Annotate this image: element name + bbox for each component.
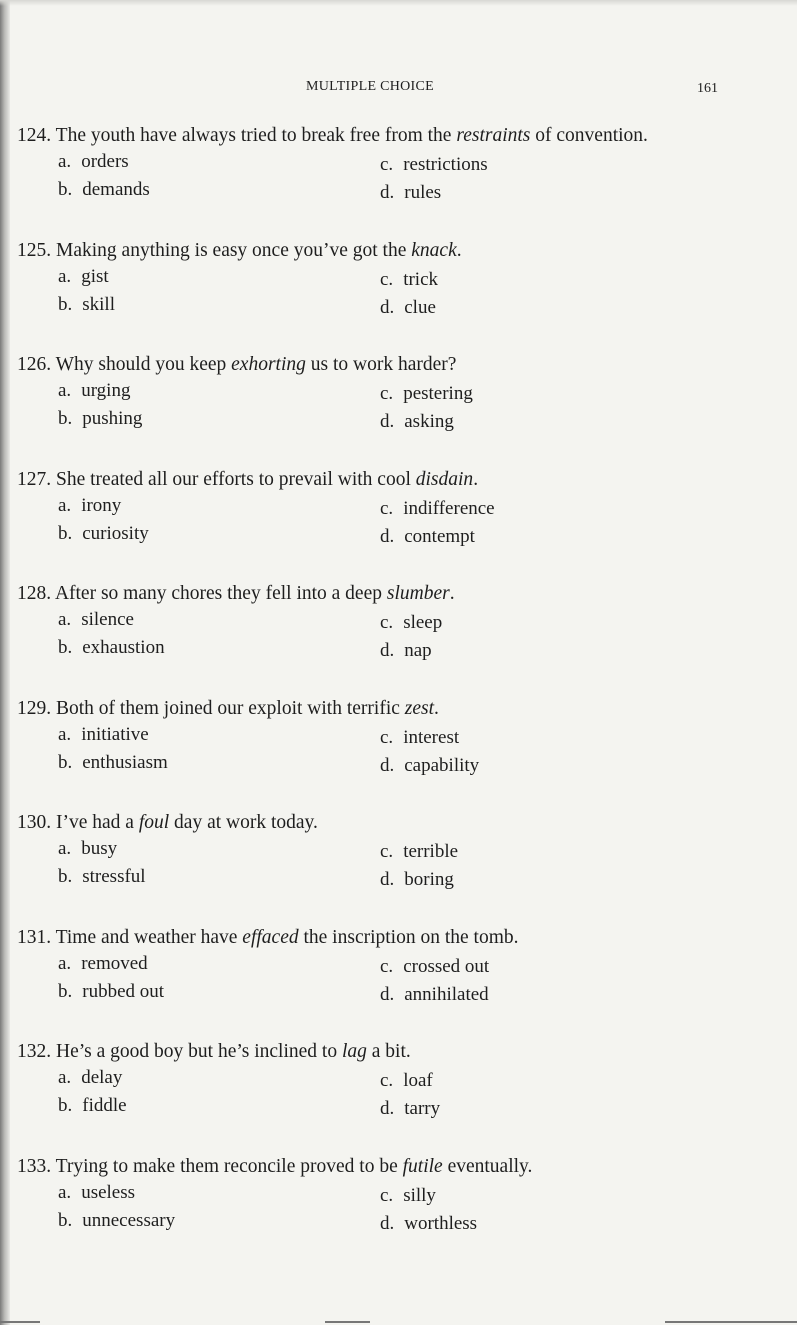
stem-text: .	[434, 697, 439, 719]
option-c	[380, 497, 495, 521]
option-text: pestering	[403, 383, 473, 404]
option-text: demands	[82, 179, 150, 200]
option-d	[380, 1212, 477, 1236]
option-text: silly	[403, 1184, 436, 1206]
option-b	[58, 293, 115, 317]
option-letter: d.	[380, 1212, 395, 1234]
option-letter: a.	[58, 838, 72, 859]
stem-text: .	[473, 468, 479, 490]
option-text: irony	[81, 494, 122, 516]
question-stem	[17, 1038, 737, 1066]
option-letter: d.	[380, 296, 395, 318]
option-text: silence	[81, 609, 134, 630]
keyword: restraints	[456, 125, 531, 146]
page-number: 161	[697, 81, 718, 96]
option-text: clue	[404, 296, 436, 318]
option-text: interest	[403, 726, 460, 748]
option-b	[58, 980, 164, 1004]
question-number: 132.	[17, 1041, 52, 1062]
option-text: urging	[81, 380, 131, 401]
option-text: removed	[81, 952, 148, 974]
option-letter: b.	[58, 522, 73, 544]
option-letter: b.	[58, 980, 73, 1002]
question-stem	[17, 237, 737, 265]
answer-options	[17, 952, 737, 1012]
stem-text: .	[456, 239, 462, 261]
option-text: fiddle	[82, 1095, 127, 1116]
question-127	[17, 466, 737, 581]
keyword: lag	[341, 1041, 367, 1062]
question-stem	[17, 351, 737, 379]
question-stem	[17, 580, 737, 608]
option-d	[380, 410, 454, 434]
option-a	[58, 150, 129, 174]
option-letter: b.	[58, 408, 73, 429]
stem-text: of convention.	[530, 125, 648, 146]
answer-options	[17, 494, 737, 554]
question-128	[17, 580, 737, 695]
question-stem	[17, 466, 737, 494]
option-letter: b.	[58, 637, 73, 658]
stem-text: He’s a good boy but he’s inclined to	[56, 1041, 342, 1062]
option-letter: c.	[380, 955, 394, 977]
keyword: disdain	[415, 468, 474, 490]
option-text: pushing	[82, 408, 143, 429]
option-text: indifference	[403, 497, 495, 519]
option-a	[58, 608, 134, 632]
stem-text: I’ve had a	[56, 812, 139, 833]
option-letter: a.	[58, 265, 72, 287]
question-list	[17, 122, 737, 1267]
stem-text: day at work today.	[169, 812, 318, 833]
option-b	[58, 1094, 127, 1118]
option-c	[380, 840, 458, 864]
question-124	[17, 122, 737, 237]
question-stem	[17, 1153, 737, 1181]
option-d	[380, 983, 489, 1007]
option-letter: a.	[58, 1067, 72, 1088]
option-letter: a.	[58, 723, 72, 745]
option-d	[380, 296, 436, 320]
option-d	[380, 181, 441, 205]
answer-options	[17, 1181, 737, 1241]
option-letter: c.	[380, 612, 394, 633]
option-text: enthusiasm	[82, 751, 168, 773]
option-letter: a.	[58, 380, 72, 401]
option-letter: c.	[380, 1070, 394, 1091]
stem-text: the inscription on the tomb.	[298, 926, 519, 948]
stem-text: a bit.	[366, 1041, 411, 1062]
option-d	[380, 525, 475, 549]
option-text: terrible	[403, 841, 459, 862]
option-letter: a.	[58, 609, 72, 630]
option-letter: d.	[380, 1098, 395, 1119]
question-131	[17, 924, 737, 1039]
option-a	[58, 379, 130, 403]
question-number: 131.	[17, 926, 52, 948]
page-binding-edge	[0, 0, 10, 1325]
answer-options	[17, 265, 737, 325]
scan-edge-mark	[325, 1321, 370, 1323]
option-a	[58, 1181, 135, 1205]
question-129	[17, 695, 737, 810]
option-text: useless	[81, 1181, 136, 1203]
option-d	[380, 868, 454, 892]
question-number: 125.	[17, 239, 52, 261]
answer-options	[17, 608, 737, 668]
option-letter: c.	[380, 1184, 394, 1206]
option-b	[58, 407, 142, 431]
option-letter: c.	[380, 726, 394, 748]
scan-edge-mark	[665, 1321, 797, 1323]
answer-options	[17, 723, 737, 783]
option-a	[58, 723, 149, 747]
keyword: effaced	[242, 926, 299, 948]
option-text: nap	[404, 640, 432, 661]
option-text: curiosity	[82, 522, 149, 544]
keyword: exhorting	[231, 354, 306, 375]
option-b	[58, 751, 168, 775]
option-letter: c.	[380, 268, 394, 290]
option-text: busy	[81, 838, 118, 859]
option-letter: b.	[58, 751, 73, 773]
stem-text: Time and weather have	[55, 926, 243, 948]
option-letter: d.	[380, 754, 395, 776]
option-text: exhaustion	[82, 637, 165, 658]
question-stem	[17, 122, 737, 150]
option-letter: d.	[380, 525, 395, 547]
option-c	[380, 726, 459, 750]
option-d	[380, 1097, 440, 1121]
option-text: initiative	[81, 723, 149, 745]
option-letter: a.	[58, 151, 72, 172]
option-text: contempt	[404, 525, 475, 547]
page-bottom-edge	[0, 1315, 797, 1325]
stem-text: eventually.	[442, 1155, 533, 1177]
option-c	[380, 268, 438, 292]
option-d	[380, 639, 432, 663]
stem-text: .	[449, 583, 455, 604]
question-132	[17, 1038, 737, 1153]
option-text: orders	[81, 151, 129, 172]
keyword: knack	[411, 239, 457, 261]
stem-text: Trying to make them reconcile proved to be	[55, 1155, 403, 1177]
option-letter: a.	[58, 952, 72, 974]
option-text: rules	[404, 182, 442, 203]
option-letter: c.	[380, 497, 394, 519]
stem-text: She treated all our efforts to prevail with cool	[56, 468, 416, 490]
question-number: 126.	[17, 354, 52, 375]
option-letter: d.	[380, 869, 395, 890]
option-text: loaf	[403, 1070, 433, 1091]
option-letter: b.	[58, 1095, 73, 1116]
option-text: boring	[404, 869, 454, 890]
option-letter: d.	[380, 411, 395, 432]
option-c	[380, 382, 473, 406]
question-number: 130.	[17, 812, 52, 833]
keyword: slumber	[386, 583, 450, 604]
question-number: 128.	[17, 583, 52, 604]
question-126	[17, 351, 737, 466]
option-text: asking	[404, 411, 454, 432]
option-text: stressful	[82, 866, 146, 887]
option-text: unnecessary	[82, 1209, 176, 1231]
option-a	[58, 494, 121, 518]
question-number: 129.	[17, 697, 52, 719]
option-letter: d.	[380, 640, 395, 661]
option-letter: a.	[58, 494, 72, 516]
option-text: restrictions	[403, 154, 488, 175]
stem-text: Both of them joined our exploit with terrific	[56, 697, 405, 719]
option-text: worthless	[404, 1212, 478, 1234]
option-text: capability	[404, 754, 480, 776]
option-letter: b.	[58, 866, 73, 887]
option-text: sleep	[403, 612, 443, 633]
option-a	[58, 837, 117, 861]
option-letter: b.	[58, 293, 73, 315]
running-head: MULTIPLE CHOICE	[305, 79, 435, 94]
option-c	[380, 153, 488, 177]
option-text: skill	[82, 293, 115, 315]
stem-text: Why should you keep	[55, 354, 232, 375]
answer-options	[17, 837, 737, 897]
option-letter: c.	[380, 383, 394, 404]
keyword: foul	[138, 812, 170, 833]
option-c	[380, 1184, 436, 1208]
question-133	[17, 1153, 737, 1268]
stem-text: After so many chores they fell into a deep	[54, 583, 387, 604]
option-text: tarry	[404, 1098, 441, 1119]
stem-text: Making anything is easy once you’ve got the	[56, 239, 412, 261]
question-number: 124.	[17, 125, 52, 146]
option-letter: a.	[58, 1181, 72, 1203]
question-125	[17, 237, 737, 352]
answer-options	[17, 150, 737, 210]
option-a	[58, 1066, 122, 1090]
option-text: delay	[81, 1067, 123, 1088]
option-text: trick	[403, 268, 439, 290]
option-b	[58, 636, 165, 660]
option-text: rubbed out	[82, 980, 165, 1002]
question-number: 127.	[17, 468, 52, 490]
option-c	[380, 611, 442, 635]
option-text: crossed out	[403, 955, 490, 977]
option-b	[58, 178, 150, 202]
question-stem	[17, 924, 737, 952]
question-number: 133.	[17, 1155, 52, 1177]
option-c	[380, 955, 489, 979]
page-top-shadow	[0, 0, 797, 6]
option-c	[380, 1069, 433, 1093]
option-b	[58, 522, 149, 546]
option-letter: c.	[380, 154, 394, 175]
stem-text: us to work harder?	[305, 354, 457, 375]
option-b	[58, 865, 146, 889]
scan-edge-mark	[0, 1321, 40, 1323]
question-130	[17, 809, 737, 924]
keyword: zest	[404, 697, 435, 719]
stem-text: The youth have always tried to break free from the	[55, 125, 457, 146]
option-b	[58, 1209, 175, 1233]
option-d	[380, 754, 479, 778]
option-letter: b.	[58, 1209, 73, 1231]
option-text: annihilated	[404, 983, 489, 1005]
option-letter: d.	[380, 983, 395, 1005]
answer-options	[17, 1066, 737, 1126]
option-letter: b.	[58, 179, 73, 200]
option-letter: d.	[380, 182, 395, 203]
question-stem	[17, 695, 737, 723]
keyword: futile	[402, 1155, 443, 1177]
option-text: gist	[81, 265, 109, 287]
option-a	[58, 265, 109, 289]
answer-options	[17, 379, 737, 439]
question-stem	[17, 809, 737, 837]
option-letter: c.	[380, 841, 394, 862]
option-a	[58, 952, 148, 976]
